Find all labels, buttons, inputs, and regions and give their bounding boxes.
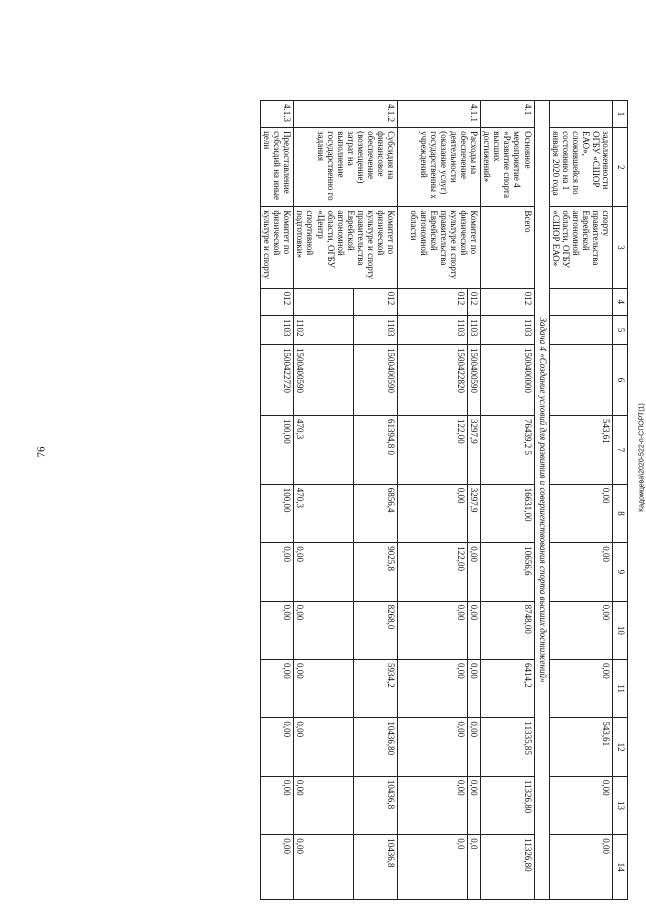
- cell-value: 1500400000: [481, 345, 534, 416]
- cell-value: 16631,00: [481, 484, 534, 542]
- row-name: задолженности ОГБУ «СШОР ЕАО», сложившейся по состоянию на 1 января 2020 года: [549, 128, 612, 207]
- cell-value: 122,00: [398, 415, 468, 484]
- cell-value: 0,00: [261, 543, 294, 601]
- task-row: [534, 101, 549, 900]
- row-executor: Комитет по физической культуре и спорту правительства Еврейской автономной области: [398, 207, 481, 288]
- row-executor: Комитет по физической культуре и спорту: [261, 207, 294, 288]
- col-header: 8: [613, 484, 628, 542]
- col-header: 5: [613, 315, 628, 344]
- cell-value: 1500400590: [468, 345, 481, 416]
- cell-value: 6414,2: [481, 660, 534, 718]
- cell-value: 0,0: [468, 835, 481, 900]
- cell-value: 0,00: [468, 601, 481, 659]
- cell-value: 122,00: [398, 543, 468, 601]
- cell-value: 012: [481, 288, 534, 315]
- cell-value: 543,61: [549, 718, 612, 776]
- col-header: 13: [613, 776, 628, 834]
- column-header-row: [613, 101, 628, 900]
- col-header: 10: [613, 601, 628, 659]
- table-row: [549, 101, 612, 900]
- cell-value: 0,00: [398, 776, 468, 834]
- cell-value: 0,00: [468, 776, 481, 834]
- cell-value: 0,00: [468, 543, 481, 601]
- cell-value: 0,00: [549, 543, 612, 601]
- row-id: 4.1.1: [398, 101, 481, 128]
- cell-value: 1500422720: [261, 345, 294, 416]
- cell-value: 8748,00: [481, 601, 534, 659]
- table-row: [468, 101, 481, 900]
- cell-value: 6856,4: [354, 484, 398, 542]
- cell-value: 3297,9: [468, 415, 481, 484]
- table-row: [261, 101, 294, 900]
- cell-value: 10436,8: [354, 835, 398, 900]
- row-executor: спорту правительства Еврейской автономной области, ОГБУ «СШОР ЕАО»: [549, 207, 612, 288]
- cell-value: 100,00: [261, 484, 294, 542]
- cell-value: 470,3: [294, 415, 354, 484]
- cell-value: 0,00: [549, 776, 612, 834]
- cell-value: 1103: [261, 315, 294, 344]
- cell-value: 012: [261, 288, 294, 315]
- row-executor: Всего: [481, 207, 534, 288]
- col-header: 2: [613, 128, 628, 207]
- cell-value: 0,00: [294, 835, 354, 900]
- col-header: 1: [613, 101, 628, 128]
- cell-value: 76439,2 5: [481, 415, 534, 484]
- cell-value: 0,00: [398, 601, 468, 659]
- cell-value: 1103: [481, 315, 534, 344]
- table-row: [354, 101, 398, 900]
- row-name: Предоставление субсидий на иные цели: [261, 128, 294, 207]
- cell-value: 0,00: [294, 776, 354, 834]
- cell-value: 10656,6: [481, 543, 534, 601]
- cell-value: 8268,0: [354, 601, 398, 659]
- cell-value: 0,00: [261, 718, 294, 776]
- col-header: 11: [613, 660, 628, 718]
- cell-value: 012: [398, 288, 468, 315]
- cell-value: 1103: [398, 315, 468, 344]
- cell-value: 1500422820: [398, 345, 468, 416]
- cell-value: 0,0: [398, 835, 468, 900]
- cell-value: 10436,8: [354, 776, 398, 834]
- cell-value: 11326,80: [481, 835, 534, 900]
- cell-value: 3297,9: [468, 484, 481, 542]
- col-header: 7: [613, 415, 628, 484]
- cell-value: 0,00: [261, 835, 294, 900]
- row-name: Основное мероприятие 4 «Развитие спорта высших достижений»: [481, 128, 534, 207]
- cell-value: 100,00: [261, 415, 294, 484]
- row-id: 4.1.2: [294, 101, 398, 128]
- page-number: 76: [35, 446, 48, 458]
- cell-value: 0,00: [549, 484, 612, 542]
- col-header: 3: [613, 207, 628, 288]
- row-id: [549, 101, 612, 128]
- cell-value: 0,00: [294, 718, 354, 776]
- task-title: Задача 4 «Создание условий для развития и совершенствования спорта высших достижений»: [534, 101, 549, 900]
- cell-value: 0,00: [549, 601, 612, 659]
- cell-value: 1103: [354, 315, 398, 344]
- row-executor: Комитет по физической культуре и спорту правительства Еврейской автономной области, ОГБУ «Центр спортивной подготовки»: [294, 207, 398, 288]
- col-header: 6: [613, 345, 628, 416]
- col-header: 4: [613, 288, 628, 315]
- cell-value: 0,00: [549, 835, 612, 900]
- cell-value: 0,00: [549, 660, 612, 718]
- cell-value: 5934,2: [354, 660, 398, 718]
- cell-value: 10436,80: [354, 718, 398, 776]
- row-id: 4.1: [481, 101, 534, 128]
- cell-value: 0,00: [294, 601, 354, 659]
- cell-value: 0,00: [294, 543, 354, 601]
- cell-value: 11326,80: [481, 776, 534, 834]
- col-header: 14: [613, 835, 628, 900]
- rotated-table-container: [108, 100, 628, 900]
- cell-value: 0,00: [468, 718, 481, 776]
- cell-value: 11335,85: [481, 718, 534, 776]
- budget-table: [260, 100, 628, 900]
- cell-value: 0,00: [398, 484, 468, 542]
- cell-value: 012: [354, 288, 398, 315]
- cell-value: 470,3: [294, 484, 354, 542]
- cell-value: 1103: [468, 315, 481, 344]
- row-id: 4.1.3: [261, 101, 294, 128]
- cell-value: 0,00: [261, 776, 294, 834]
- cell-value: 1500400590: [294, 345, 354, 416]
- cell-value: 0,00: [261, 660, 294, 718]
- footer-note: Кадомцева\2020-522-п-СПОРТ(1): [638, 403, 646, 512]
- cell-value: [294, 288, 354, 315]
- cell-value: 1102: [294, 315, 354, 344]
- col-header: 9: [613, 543, 628, 601]
- cell-value: 0,00: [398, 660, 468, 718]
- cell-value: 012: [468, 288, 481, 315]
- table-row: [481, 101, 534, 900]
- cell-value: 0,00: [468, 660, 481, 718]
- cell-value: 0,00: [398, 718, 468, 776]
- cell-value: 0,00: [261, 601, 294, 659]
- cell-value: 543,61: [549, 415, 612, 484]
- cell-value: 61394,8 0: [354, 415, 398, 484]
- col-header: 12: [613, 718, 628, 776]
- cell-value: 1500400590: [354, 345, 398, 416]
- row-name: Расходы на обеспечение деятельности (оказание услуг) государственны х учреждений: [398, 128, 481, 207]
- row-name: Субсидия на финансовое обеспечение (возмещение) затрат на выполнение государственно го задания: [294, 128, 398, 207]
- cell-value: 9025,8: [354, 543, 398, 601]
- cell-value: 0,00: [294, 660, 354, 718]
